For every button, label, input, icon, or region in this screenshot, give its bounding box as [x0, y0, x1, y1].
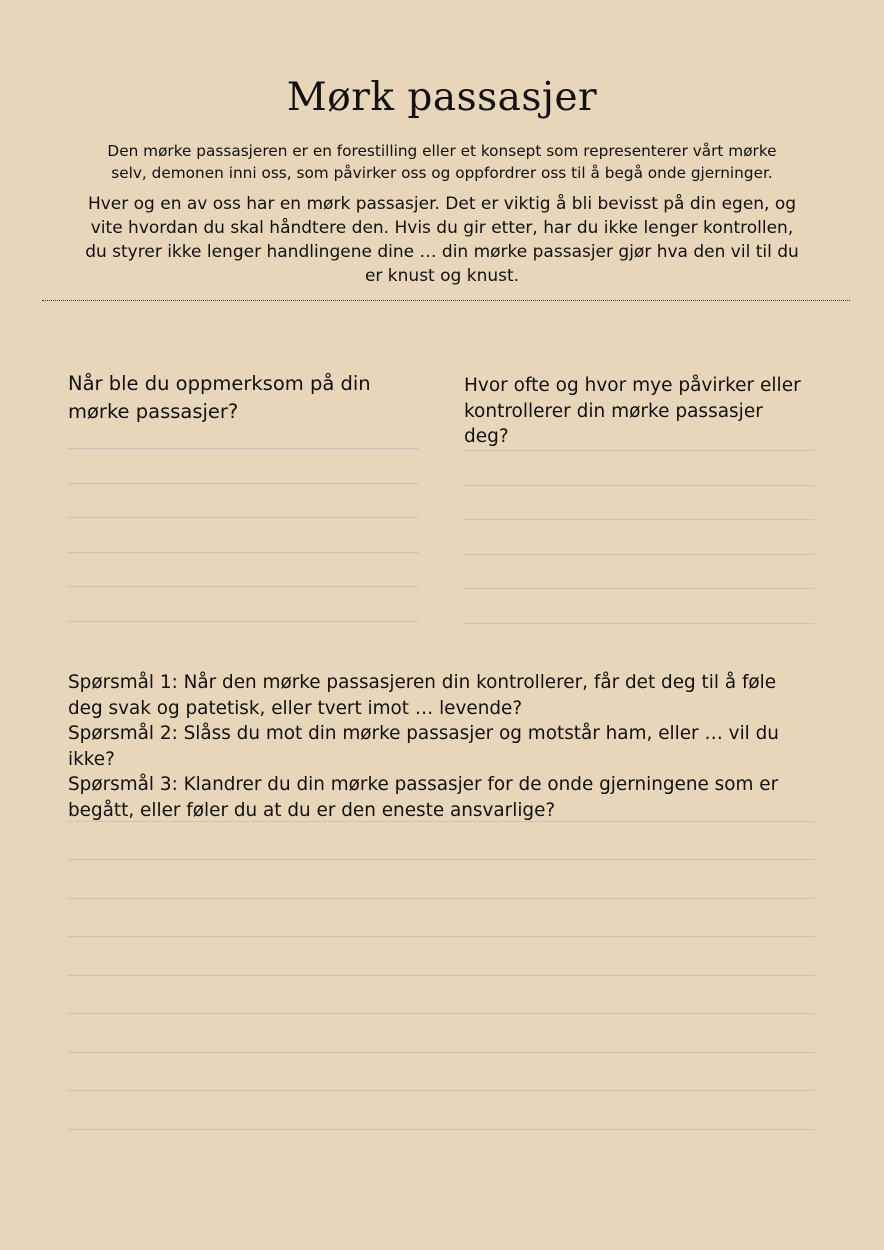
answer-line-8[interactable]: [67, 1090, 815, 1091]
right-answer-line-4[interactable]: [462, 554, 814, 555]
left-answer-line-6[interactable]: [67, 621, 419, 622]
answer-line-6[interactable]: [67, 1013, 815, 1014]
question-3: Spørsmål 3: Klandrer du din mørke passasjer for de onde gjerningene som er begått, eller føler du at du er den eneste ansvarlige?: [68, 774, 779, 821]
right-answer-line-6[interactable]: [462, 623, 814, 624]
right-question: Hvor ofte og hvor mye påvirker eller kontrollerer din mørke passasjer deg?: [464, 375, 801, 447]
left-answer-line-2[interactable]: [67, 483, 419, 484]
answer-line-3[interactable]: [67, 898, 815, 899]
answer-line-1[interactable]: [67, 821, 815, 822]
answer-line-7[interactable]: [67, 1052, 815, 1053]
right-answer-line-1[interactable]: [462, 450, 814, 451]
question-block: [68, 670, 808, 823]
right-answer-line-3[interactable]: [462, 519, 814, 520]
left-question: Når ble du oppmerksom på din mørke passasjer?: [68, 372, 371, 423]
body-text: Hver og en av oss har en mørk passasjer. Det er viktig å bli bevisst på din egen, og vite hvordan du skal håndtere den. Hvis du gir etter, har du ikke lenger kontrollen, du styrer ikke lenger handlingene dine … din mørke passasjer gjør hva den vil til du er knust og knust.: [85, 194, 799, 286]
question-1: Spørsmål 1: Når den mørke passasjeren din kontrollerer, får det deg til å føle deg svak og patetisk, eller tvert imot … levende?: [68, 672, 777, 719]
left-answer-line-5[interactable]: [67, 586, 419, 587]
right-answer-line-2[interactable]: [462, 485, 814, 486]
answer-line-5[interactable]: [67, 975, 815, 976]
answer-line-4[interactable]: [67, 936, 815, 937]
left-answer-line-4[interactable]: [67, 552, 419, 553]
answer-line-9[interactable]: [67, 1129, 815, 1130]
answer-line-2[interactable]: [67, 859, 815, 860]
divider: [42, 300, 850, 301]
question-2: Spørsmål 2: Slåss du mot din mørke passasjer og motstår ham, eller … vil du ikke?: [68, 723, 779, 770]
left-answer-line-1[interactable]: [67, 448, 419, 449]
page-title: Mørk passasjer: [286, 75, 598, 120]
left-answer-line-3[interactable]: [67, 517, 419, 518]
intro-text: Den mørke passasjeren er en forestilling eller et konsept som representerer vårt mørke selv, demonen inni oss, som påvirker oss og oppfordrer oss til å begå onde gjerninger.: [107, 142, 777, 182]
right-answer-line-5[interactable]: [462, 588, 814, 589]
